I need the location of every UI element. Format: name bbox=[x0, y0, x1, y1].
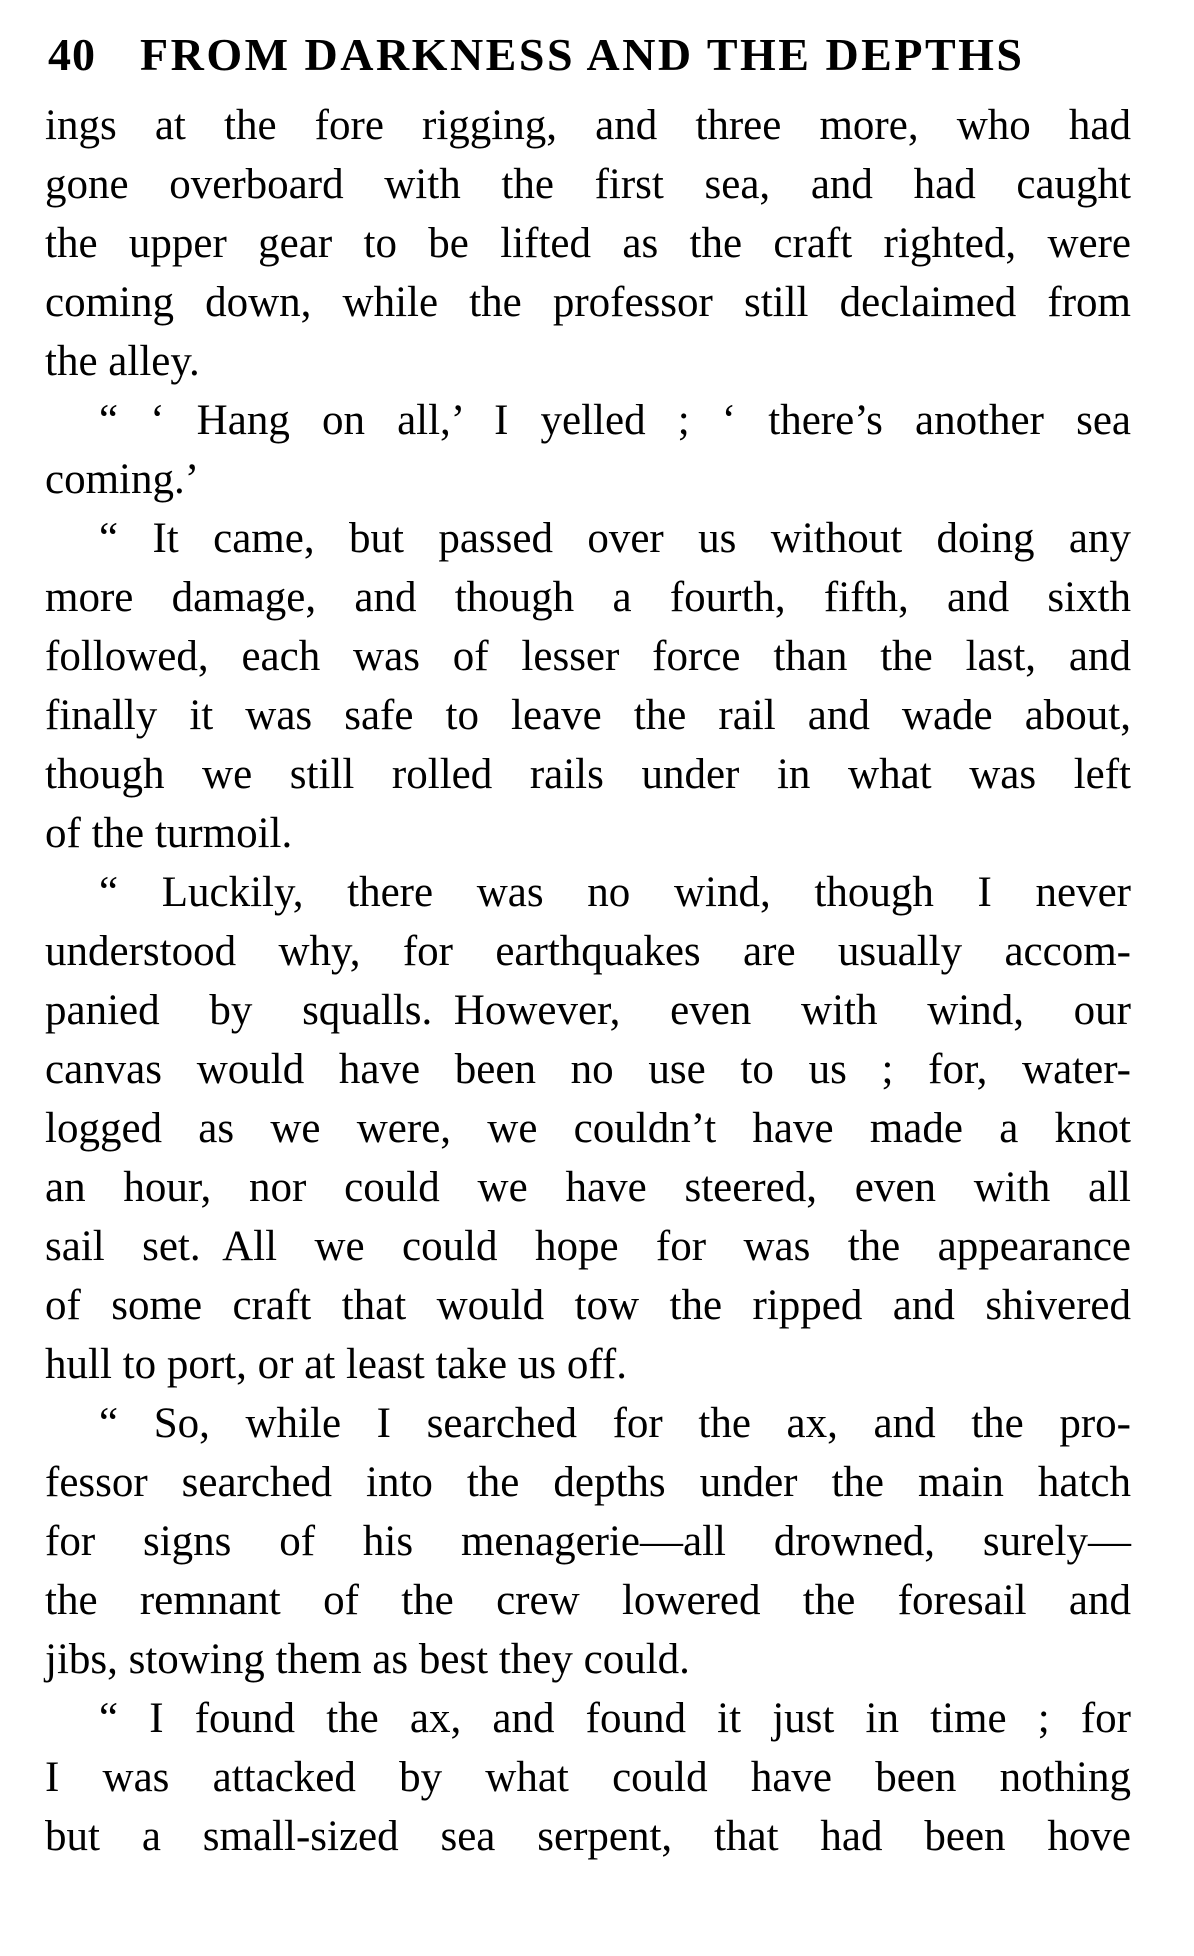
text-line: though we still rolled rails under in what was left bbox=[45, 751, 1131, 798]
text-line: “ ‘ Hang on all,’ I yelled ; ‘ there’s another sea bbox=[99, 397, 1131, 444]
text-line: the upper gear to be lifted as the craft righted, were bbox=[45, 220, 1131, 267]
text-line: I was attacked by what could have been nothing bbox=[45, 1754, 1131, 1801]
text-line: coming down, while the professor still declaimed from bbox=[45, 279, 1131, 326]
page-body bbox=[45, 96, 1131, 1866]
text-line: more damage, and though a fourth, fifth, and sixth bbox=[45, 574, 1131, 621]
text-line: coming.’ bbox=[45, 456, 200, 503]
text-line: sail set. All we could hope for was the appearance bbox=[45, 1223, 1131, 1270]
text-line: logged as we were, we couldn’t have made a knot bbox=[45, 1105, 1131, 1152]
text-line: fessor searched into the depths under the main hatch bbox=[45, 1459, 1131, 1506]
running-title: FROM DARKNESS AND THE DEPTHS bbox=[140, 29, 1025, 80]
text-line: canvas would have been no use to us ; for, water- bbox=[45, 1046, 1131, 1093]
text-line: hull to port, or at least take us off. bbox=[45, 1341, 627, 1388]
text-line: followed, each was of lesser force than the last, and bbox=[45, 633, 1131, 680]
text-line: panied by squalls. However, even with wind, our bbox=[45, 987, 1131, 1034]
text-line: the alley. bbox=[45, 338, 200, 385]
text-line: of some craft that would tow the ripped and shivered bbox=[45, 1282, 1131, 1329]
text-line: gone overboard with the first sea, and had caught bbox=[45, 161, 1131, 208]
text-line: for signs of his menagerie—all drowned, surely— bbox=[45, 1518, 1131, 1565]
text-line: “ I found the ax, and found it just in time ; for bbox=[99, 1695, 1131, 1742]
text-line: understood why, for earthquakes are usually accom- bbox=[45, 928, 1131, 975]
page-header bbox=[48, 28, 1134, 81]
text-line: finally it was safe to leave the rail and wade about, bbox=[45, 692, 1131, 739]
text-line: jibs, stowing them as best they could. bbox=[45, 1636, 690, 1683]
page-number: 40 bbox=[48, 29, 96, 80]
text-line: “ Luckily, there was no wind, though I never bbox=[99, 869, 1131, 916]
text-line: ings at the fore rigging, and three more, who had bbox=[45, 102, 1131, 149]
text-line: of the turmoil. bbox=[45, 810, 293, 857]
text-line: but a small-sized sea serpent, that had been hove bbox=[45, 1813, 1131, 1860]
text-line: the remnant of the crew lowered the foresail and bbox=[45, 1577, 1131, 1624]
text-line: “ It came, but passed over us without doing any bbox=[99, 515, 1131, 562]
text-line: an hour, nor could we have steered, even with all bbox=[45, 1164, 1131, 1211]
text-line: “ So, while I searched for the ax, and the pro- bbox=[99, 1400, 1131, 1447]
